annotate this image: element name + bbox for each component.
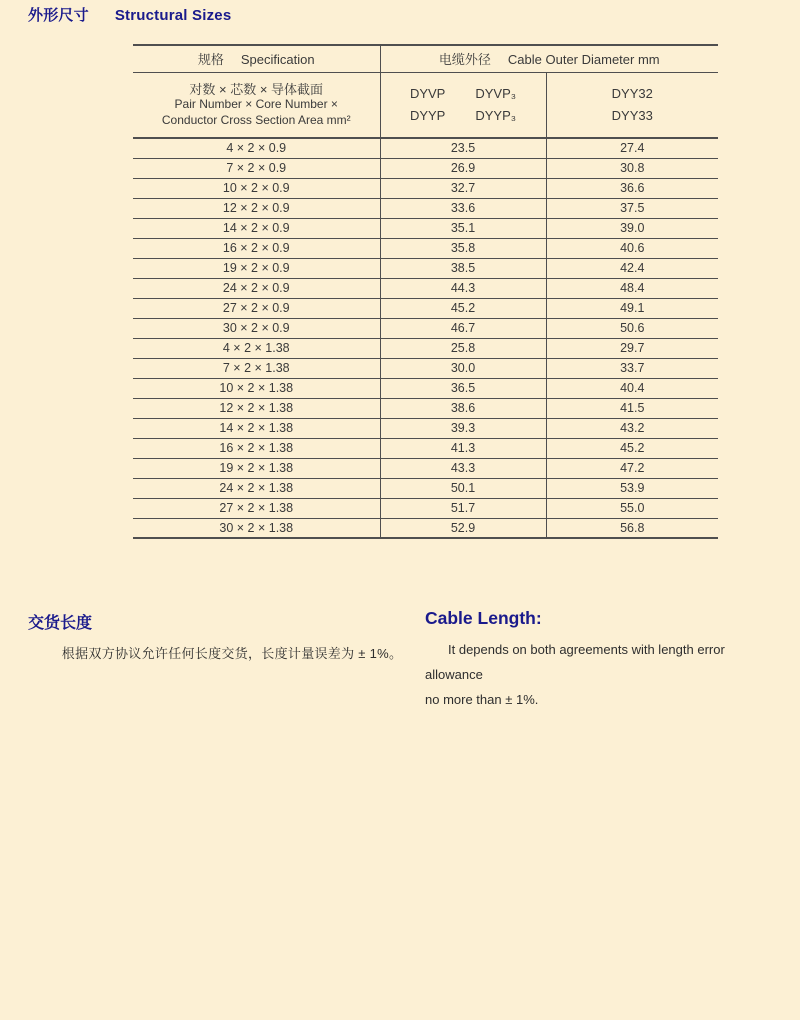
header-outer-diameter-en: Cable Outer Diameter mm (507, 52, 660, 68)
model-dyy33: DYY33 (611, 107, 653, 123)
table-row (133, 458, 718, 478)
cell-specification: 10 × 2 × 1.38 (133, 378, 380, 398)
table-row (133, 358, 718, 378)
cell-diameter-dyy: 39.0 (546, 218, 718, 238)
table-header-row-2 (133, 72, 718, 138)
header-outer-diameter (380, 45, 718, 72)
table-row (133, 218, 718, 238)
header-spec-formula (133, 72, 380, 138)
cell-diameter-dyvp: 39.3 (380, 418, 546, 438)
cell-diameter-dyvp: 25.8 (380, 338, 546, 358)
header-specification-zh: 规格 (197, 52, 224, 68)
cell-diameter-dyvp: 41.3 (380, 438, 546, 458)
cable-length-note-zh (28, 610, 408, 662)
model-dyvp3: DYVP₃ (475, 85, 517, 101)
table-row (133, 378, 718, 398)
cable-length-title-zh: 交货长度 (28, 615, 93, 632)
cell-specification: 14 × 2 × 1.38 (133, 418, 380, 438)
cell-diameter-dyy: 47.2 (546, 458, 718, 478)
spec-formula-zh: 对数 × 芯数 × 导体截面 (189, 81, 324, 97)
cell-specification: 10 × 2 × 0.9 (133, 178, 380, 198)
cell-specification: 12 × 2 × 1.38 (133, 398, 380, 418)
cell-diameter-dyvp: 26.9 (380, 158, 546, 178)
model-dyvp: DYVP (409, 85, 446, 101)
model-dyyp: DYYP (409, 107, 446, 123)
cable-length-body-en (425, 637, 777, 712)
table-row (133, 198, 718, 218)
cell-diameter-dyvp: 23.5 (380, 138, 546, 158)
table-row (133, 338, 718, 358)
cell-diameter-dyy: 56.8 (546, 518, 718, 538)
cell-diameter-dyy: 53.9 (546, 478, 718, 498)
cell-specification: 12 × 2 × 0.9 (133, 198, 380, 218)
header-models-dyvp (380, 72, 546, 138)
table-row (133, 158, 718, 178)
model-dyyp3: DYYP₃ (475, 107, 517, 123)
cell-diameter-dyvp: 46.7 (380, 318, 546, 338)
cell-specification: 30 × 2 × 0.9 (133, 318, 380, 338)
cable-length-body-en-line1: It depends on both agreements with length error allowance (425, 642, 725, 682)
spec-formula-en-2: Conductor Cross Section Area mm² (161, 112, 351, 127)
cell-diameter-dyvp: 33.6 (380, 198, 546, 218)
cable-length-body-zh: 根据双方协议允许任何长度交货，长度计量误差为 ± 1%。 (61, 646, 403, 661)
cell-specification: 19 × 2 × 0.9 (133, 258, 380, 278)
table-row (133, 518, 718, 538)
cell-specification: 4 × 2 × 0.9 (133, 138, 380, 158)
cell-specification: 30 × 2 × 1.38 (133, 518, 380, 538)
header-outer-diameter-zh: 电缆外径 (438, 52, 491, 68)
cable-length-body-en-line2: no more than ± 1%. (425, 692, 539, 707)
structural-sizes-table (133, 44, 718, 539)
cell-diameter-dyy: 40.6 (546, 238, 718, 258)
cell-specification: 16 × 2 × 1.38 (133, 438, 380, 458)
cell-diameter-dyvp: 38.6 (380, 398, 546, 418)
cell-diameter-dyvp: 30.0 (380, 358, 546, 378)
page-title (28, 4, 231, 25)
table-row (133, 278, 718, 298)
cell-diameter-dyy: 49.1 (546, 298, 718, 318)
cell-diameter-dyy: 30.8 (546, 158, 718, 178)
cell-diameter-dyvp: 35.1 (380, 218, 546, 238)
cell-diameter-dyy: 50.6 (546, 318, 718, 338)
table-row (133, 298, 718, 318)
spec-formula-en-1: Pair Number × Core Number × (174, 97, 338, 111)
table-row (133, 258, 718, 278)
cell-diameter-dyvp: 35.8 (380, 238, 546, 258)
cell-diameter-dyvp: 50.1 (380, 478, 546, 498)
cell-specification: 7 × 2 × 0.9 (133, 158, 380, 178)
table-row (133, 178, 718, 198)
table-header-row-1 (133, 45, 718, 72)
model-dyy32: DYY32 (611, 85, 653, 101)
cell-diameter-dyvp: 44.3 (380, 278, 546, 298)
cell-specification: 19 × 2 × 1.38 (133, 458, 380, 478)
cell-diameter-dyy: 29.7 (546, 338, 718, 358)
cell-diameter-dyvp: 43.3 (380, 458, 546, 478)
cell-diameter-dyvp: 45.2 (380, 298, 546, 318)
cell-diameter-dyy: 42.4 (546, 258, 718, 278)
table-row (133, 438, 718, 458)
cell-specification: 24 × 2 × 0.9 (133, 278, 380, 298)
cable-length-note-en (425, 608, 777, 712)
cell-diameter-dyy: 40.4 (546, 378, 718, 398)
cell-diameter-dyvp: 52.9 (380, 518, 546, 538)
cable-length-title-en: Cable Length: (425, 608, 542, 628)
cell-diameter-dyy: 55.0 (546, 498, 718, 518)
cell-diameter-dyy: 45.2 (546, 438, 718, 458)
table-row (133, 138, 718, 158)
cell-diameter-dyvp: 36.5 (380, 378, 546, 398)
table-row (133, 498, 718, 518)
page-title-zh: 外形尺寸 (28, 7, 89, 24)
cell-specification: 27 × 2 × 1.38 (133, 498, 380, 518)
cell-diameter-dyy: 43.2 (546, 418, 718, 438)
table-row (133, 478, 718, 498)
header-specification-en: Specification (240, 52, 315, 68)
cell-specification: 16 × 2 × 0.9 (133, 238, 380, 258)
cell-diameter-dyvp: 32.7 (380, 178, 546, 198)
cell-diameter-dyy: 48.4 (546, 278, 718, 298)
cell-diameter-dyy: 36.6 (546, 178, 718, 198)
cell-diameter-dyy: 37.5 (546, 198, 718, 218)
cell-diameter-dyy: 41.5 (546, 398, 718, 418)
cell-diameter-dyy: 27.4 (546, 138, 718, 158)
cell-specification: 7 × 2 × 1.38 (133, 358, 380, 378)
cell-diameter-dyvp: 38.5 (380, 258, 546, 278)
cell-specification: 27 × 2 × 0.9 (133, 298, 380, 318)
structural-sizes-table-wrap (133, 44, 718, 539)
cell-specification: 14 × 2 × 0.9 (133, 218, 380, 238)
cell-diameter-dyvp: 51.7 (380, 498, 546, 518)
cell-specification: 24 × 2 × 1.38 (133, 478, 380, 498)
table-row (133, 238, 718, 258)
cell-diameter-dyy: 33.7 (546, 358, 718, 378)
header-models-dyy (546, 72, 718, 138)
table-row (133, 418, 718, 438)
cell-specification: 4 × 2 × 1.38 (133, 338, 380, 358)
page-title-en: Structural Sizes (114, 7, 232, 24)
table-row (133, 318, 718, 338)
table-body (133, 138, 718, 538)
header-specification (133, 45, 380, 72)
table-row (133, 398, 718, 418)
